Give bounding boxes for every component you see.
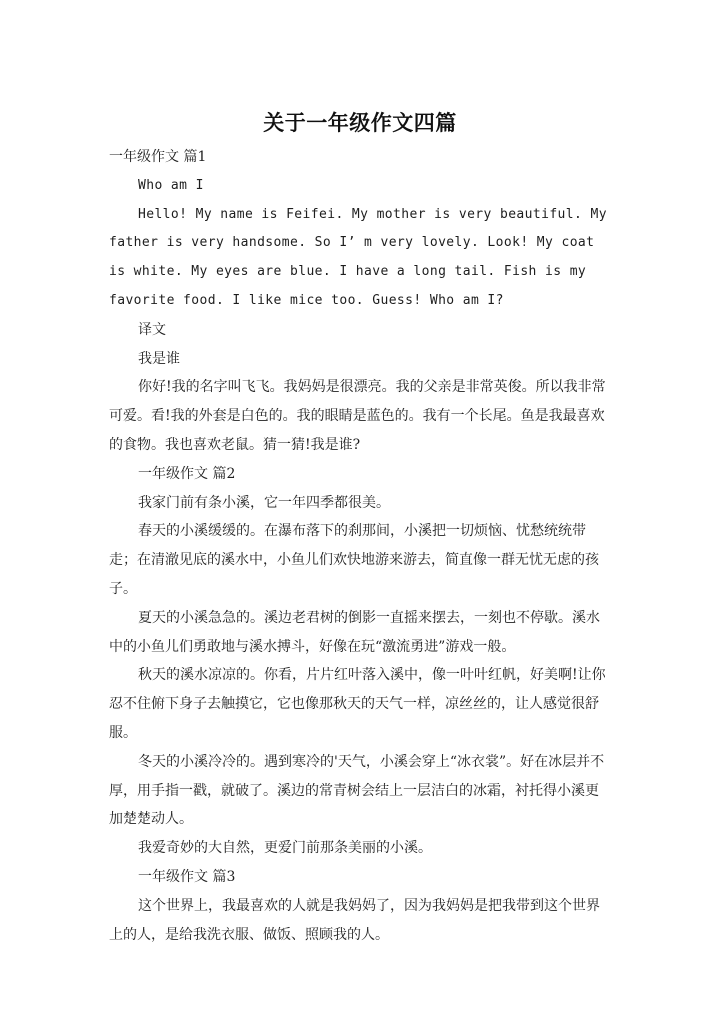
section-2-heading: 一年级作文 篇2 [138,465,236,482]
section-2-paragraph: 春天的小溪缓缓的。在瀑布落下的刹那间，小溪把一切烦恼、忧愁统统带走；在清澈见底的溪水中，小鱼儿们欢快地游来游去，简直像一群无忧无虑的孩子。 [109,523,599,597]
section-1-chinese-body: 你好!我的名字叫飞飞。我妈妈是很漂亮。我的父亲是非常英俊。所以我非常可爱。看!我的外套是白色的。我的眼睛是蓝色的。我有一个长尾。鱼是我最喜欢的食物。我也喜欢老鼠。猜一猜!我是谁? [109,379,606,453]
section-2-paragraph: 冬天的小溪冷冷的。遇到寒冷的'天气，小溪会穿上“冰衣裳”。好在冰层并不厚，用手指一戳，就破了。溪边的常青树会结上一层洁白的冰霜，衬托得小溪更加楚楚动人。 [109,753,605,828]
section-1-chinese-title: 我是谁 [138,350,180,367]
section-3-heading: 一年级作文 篇3 [138,868,236,885]
document-title: 关于一年级作文四篇 [263,111,457,135]
section-1-english-title: Who am I [138,177,204,193]
section-2-paragraph: 我家门前有条小溪，它一年四季都很美。 [138,494,390,511]
section-2-paragraph: 秋天的溪水凉凉的。你看，片片红叶落入溪中，像一叶叶红帆，好美啊!让你忍不住俯下身子去触摸它，它也像那秋天的天气一样，凉丝丝的，让人感觉很舒服。 [109,667,606,741]
section-1-translation-label: 译文 [138,321,166,338]
document-body [109,143,609,949]
section-1-english-body: Hello! My name is Feifei. My mother is very beautiful. My father is very handsome. So I’ m very lovely. Look! My coat is white. My eyes are blue. I have a long tail. Fish is my favorite food. I like mice too. Guess! Who am I? [109,206,607,308]
section-2-paragraph: 我爱奇妙的大自然，更爱门前那条美丽的小溪。 [138,840,432,857]
section-2-paragraph: 夏天的小溪急急的。溪边老君树的倒影一直摇来摆去，一刻也不停歇。溪水中的小鱼儿们勇敢地与溪水搏斗，好像在玩“激流勇进”游戏一般。 [109,609,600,655]
section-3-paragraph: 这个世界上，我最喜欢的人就是我妈妈了，因为我妈妈是把我带到这个世界上的人，是给我洗衣服、做饭、照顾我的人。 [109,897,600,943]
section-1-heading: 一年级作文 篇1 [109,149,207,165]
